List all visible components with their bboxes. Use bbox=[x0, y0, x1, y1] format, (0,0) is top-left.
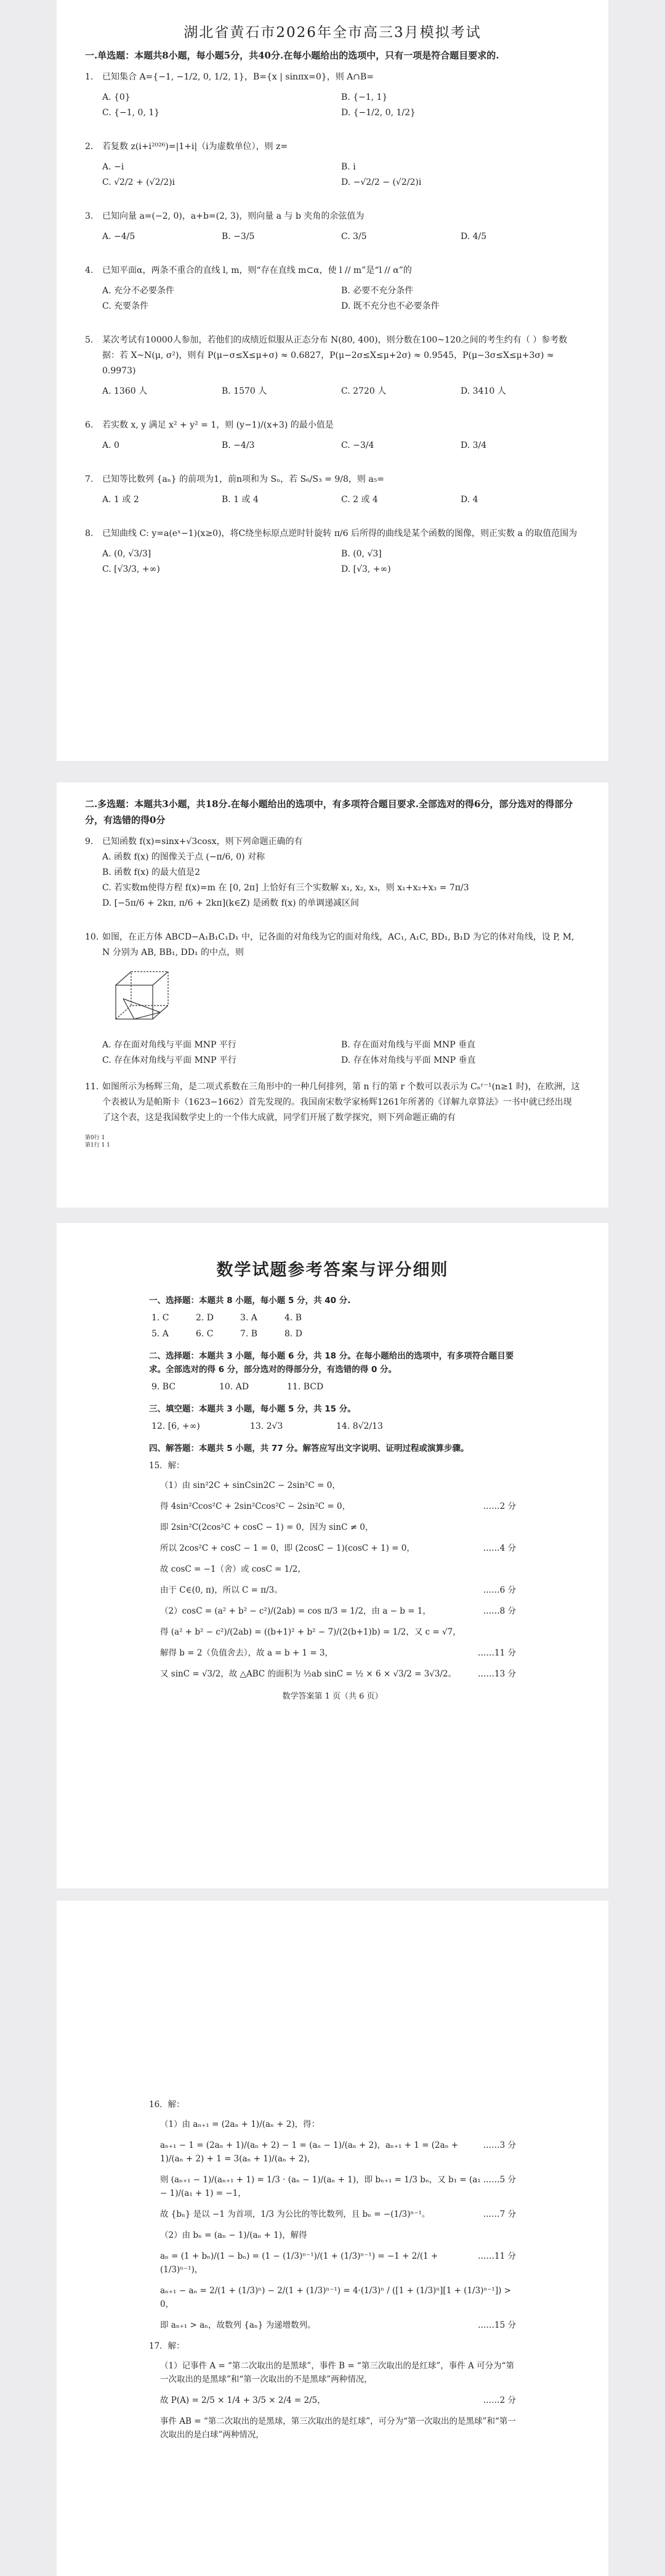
solution-step bbox=[149, 1667, 516, 1681]
question-number: 7. bbox=[85, 474, 94, 484]
question-stem: 已知向量 a=(−2, 0)，a+b=(2, 3)，则向量 a 与 b 夹角的余弦值为 bbox=[102, 211, 365, 221]
question-number: 6. bbox=[85, 420, 94, 430]
answers-title: 数学试题参考答案与评分细则 bbox=[216, 1261, 449, 1280]
option-b: B. −4/3 bbox=[222, 441, 255, 450]
option-a: A. {0} bbox=[102, 92, 131, 102]
option-c: C. 存在体对角线与平面 MNP 平行 bbox=[102, 1055, 237, 1065]
option-c: C. 2 或 4 bbox=[341, 495, 378, 505]
step-points: ……2 分 bbox=[483, 2395, 516, 2405]
answer-item: 1. C bbox=[151, 1313, 169, 1323]
answer-item: 7. B bbox=[240, 1329, 258, 1339]
question-number: 4. bbox=[85, 266, 94, 275]
step-text: 事件 AB = “第二次取出的是黑球，第三次取出的是红球”，可分为“第一次取出的是黑球”和“第一次取出的是白球”两种情况， bbox=[160, 2416, 516, 2440]
question-stem: 已知函数 f(x)=sinx+√3cosx，则下列命题正确的有 bbox=[102, 837, 303, 847]
answer-item: 6. C bbox=[196, 1329, 214, 1339]
step-text: （1）由 sin²2C + sinCsin2C − 2sin²C = 0， bbox=[160, 1481, 341, 1490]
option-a: A. 1360 人 bbox=[102, 386, 148, 396]
exam-page-2 bbox=[57, 782, 608, 1208]
step-text: 由于 C∈(0, π)，所以 C = π/3。 bbox=[160, 1585, 283, 1595]
option-c: C. 若实数m使得方程 f(x)=m 在 [0, 2π] 上恰好有三个实数解 x₁, x₂, x₃，则 x₁+x₂+x₃ = 7π/3 bbox=[102, 883, 469, 893]
option-d: D. 3/4 bbox=[461, 441, 487, 450]
option-a: A. −4/5 bbox=[102, 232, 135, 242]
step-points: ……2 分 bbox=[483, 1501, 516, 1511]
solution-step bbox=[149, 1583, 516, 1597]
step-points: ……5 分 bbox=[483, 2175, 516, 2185]
option-b: B. 函数 f(x) 的最大值是2 bbox=[102, 867, 200, 877]
step-points: ……4 分 bbox=[483, 1543, 516, 1553]
solution-step bbox=[149, 1646, 516, 1660]
option-a: A. −i bbox=[102, 162, 124, 172]
question-10 bbox=[85, 930, 580, 1068]
question-6 bbox=[85, 418, 580, 453]
step-text: 故 P(A) = 2/5 × 1/4 + 3/5 × 2/4 = 2/5， bbox=[160, 2395, 326, 2405]
option-d: D. 4/5 bbox=[461, 232, 487, 242]
step-text: 得 (a² + b² − c²)/(2ab) = ((b+1)² + b² − 7)/(2(b+1)b) = 1/2，又 c = √7， bbox=[160, 1627, 461, 1637]
step-text: （1）由 aₙ₊₁ = (2aₙ + 1)/(aₙ + 2)，得： bbox=[160, 2119, 320, 2129]
answers-s2-header: 二、选择题：本题共 3 小题，每小题 6 分，共 18 分。在每小题给出的选项中，有多项符合题目要求。全部选对的得 6 分，部分选对的得部分分，有选错的得 0 分。 bbox=[149, 1351, 514, 1375]
answer-item: 8. D bbox=[284, 1329, 303, 1339]
page-footer: 数学答案第 1 页（共 6 页） bbox=[282, 1692, 383, 1701]
solution-step bbox=[149, 2359, 516, 2386]
option-d: D. [√3, +∞) bbox=[341, 564, 391, 574]
step-points: ……7 分 bbox=[483, 2209, 516, 2219]
question-1 bbox=[85, 70, 580, 121]
solution-step bbox=[149, 1542, 516, 1555]
question-stem: 如图所示为杨辉三角，是二项式系数在三角形中的一种几何排列，第 n 行的第 r 个数可以表示为 Cₙʳ⁻¹(n≥1 时)，在欧洲，这个表被认为是帕斯卡（1623−1662）首先发现的。我国南宋数学家杨辉1261年所著的《详解九章算法》一书中就已经出现了这个表，这是我国数学史上的一个伟大成就，同学们开展了数学探究，则下列命题正确的有 bbox=[102, 1082, 580, 1123]
answer-item: 14. 8√2/13 bbox=[336, 1421, 383, 1431]
option-a: A. 0 bbox=[102, 441, 119, 450]
step-points: ……11 分 bbox=[478, 1648, 516, 1658]
answer-item: 12. [6, +∞) bbox=[151, 1421, 200, 1431]
cube-figure bbox=[110, 967, 177, 1022]
question-number: 3. bbox=[85, 211, 94, 221]
question-stem: 若复数 z(i+i²⁰²⁶)=|1+i|（i为虚数单位），则 z= bbox=[102, 142, 288, 152]
option-d: D. 既不充分也不必要条件 bbox=[341, 301, 440, 311]
step-text: 又 sinC = √3/2，故 △ABC 的面积为 ½ab sinC = ½ × 6 × √3/2 = 3√3/2。 bbox=[160, 1669, 457, 1679]
option-b: B. (0, √3] bbox=[341, 549, 382, 559]
option-b: B. 1570 人 bbox=[222, 386, 267, 396]
solution-step bbox=[149, 1521, 516, 1534]
solution-step bbox=[149, 2139, 516, 2166]
solution-step bbox=[149, 2118, 516, 2131]
step-text: 解得 b = 2（负值舍去），故 a = b + 1 = 3， bbox=[160, 1648, 334, 1658]
question-number: 2. bbox=[85, 142, 94, 152]
question-number: 11. bbox=[85, 1082, 99, 1092]
question-stem: 某次考试有10000人参加，若他们的成绩近似服从正态分布 N(80, 400)，则分数在100~120之间的考生约有（ ）参考数据：若 X~N(μ, σ²)，则有 P(μ−σ≤X≤μ+σ) ≈ 0.6827，P(μ−2σ≤X≤μ+2σ) ≈ 0.9545，P(μ−3σ≤X≤μ+3σ) ≈ 0.9973) bbox=[102, 335, 568, 376]
option-b: B. 存在面对角线与平面 MNP 垂直 bbox=[341, 1040, 476, 1050]
step-points: ……13 分 bbox=[478, 1669, 516, 1679]
step-text: 所以 2cos²C + cosC − 1 = 0，即 (2cosC − 1)(cosC + 1) = 0， bbox=[160, 1543, 415, 1553]
solution-step bbox=[149, 2208, 516, 2221]
q15-label: 15．解： bbox=[149, 1461, 185, 1471]
option-a: A. 充分不必要条件 bbox=[102, 286, 175, 296]
answer-item: 9. BC bbox=[151, 1382, 176, 1392]
question-3 bbox=[85, 209, 580, 245]
step-text: （2）由 bₙ = (aₙ − 1)/(aₙ + 1)，解得 bbox=[160, 2230, 307, 2240]
answers-s3-row bbox=[149, 1420, 516, 1433]
question-number: 9. bbox=[85, 837, 94, 847]
solution-step bbox=[149, 2318, 516, 2332]
option-c: C. {−1, 0, 1} bbox=[102, 108, 160, 118]
solution-step bbox=[149, 1625, 516, 1639]
question-9 bbox=[85, 834, 580, 911]
question-number: 10. bbox=[85, 932, 99, 942]
step-text: aₙ₊₁ − 1 = (2aₙ + 1)/(aₙ + 2) − 1 = (aₙ − 1)/(aₙ + 2)，aₙ₊₁ + 1 = (2aₙ + 1)/(aₙ + 2) + 1 = 3(aₙ + 1)/(aₙ + 2)， bbox=[160, 2140, 459, 2164]
solution-step bbox=[149, 1562, 516, 1576]
option-b: B. i bbox=[341, 162, 356, 172]
option-b: B. {−1, 1} bbox=[341, 92, 388, 102]
exam-title: 湖北省黄石市2026年全市高三3月模拟考试 bbox=[183, 25, 482, 41]
step-text: 即 2sin²C(2cos²C + cosC − 1) = 0，因为 sinC ≠ 0， bbox=[160, 1522, 374, 1532]
question-stem: 已知等比数列 {aₙ} 的前项为1，前n项和为 Sₙ，若 S₆/S₃ = 9/8，则 a₅= bbox=[102, 474, 385, 484]
question-5 bbox=[85, 333, 580, 399]
answers-s4-header: 四、解答题：本题共 5 小题，共 77 分。解答应写出文字说明、证明过程或演算步骤。 bbox=[149, 1444, 469, 1453]
option-a: A. (0, √3/3] bbox=[102, 549, 151, 559]
option-c: C. 2720 人 bbox=[341, 386, 387, 396]
question-number: 1. bbox=[85, 72, 94, 82]
q16-label: 16．解： bbox=[149, 2100, 185, 2110]
q15-solution bbox=[149, 1479, 516, 1681]
answer-item: 11. BCD bbox=[287, 1382, 324, 1392]
step-points: ……11 分 bbox=[478, 2251, 516, 2261]
solution-step bbox=[149, 2229, 516, 2242]
section2-header: 二.多选题：本题共3小题，共18分.在每小题给出的选项中，有多项符合题目要求.全部选对的得6分，部分选对的得部分分，有选错的得0分 bbox=[85, 798, 573, 826]
answers-s1-row2 bbox=[149, 1327, 516, 1341]
solution-step bbox=[149, 2173, 516, 2200]
option-c: C. 3/5 bbox=[341, 232, 367, 242]
solution-step bbox=[149, 2284, 516, 2311]
solution-step bbox=[149, 1500, 516, 1513]
answer-page-1 bbox=[57, 1223, 608, 1888]
question-number: 8. bbox=[85, 529, 94, 538]
option-c: C. 充要条件 bbox=[102, 301, 149, 311]
question-4 bbox=[85, 263, 580, 314]
question-stem: 若实数 x, y 满足 x² + y² = 1，则 (y−1)/(x+3) 的最小值是 bbox=[102, 420, 334, 430]
answer-page-2 bbox=[57, 1901, 608, 2576]
step-points: ……6 分 bbox=[483, 1585, 516, 1595]
answers-s1-row1 bbox=[149, 1311, 516, 1325]
option-c: C. [√3/3, +∞) bbox=[102, 564, 160, 574]
solution-step bbox=[149, 2249, 516, 2277]
q17-label: 17．解： bbox=[149, 2341, 185, 2351]
step-text: 故 {bₙ} 是以 −1 为首项，1/3 为公比的等比数列，且 bₙ = −(1/3)ⁿ⁻¹。 bbox=[160, 2209, 430, 2219]
option-b: B. 必要不充分条件 bbox=[341, 286, 414, 296]
q17-solution bbox=[149, 2359, 516, 2442]
question-number: 5. bbox=[85, 335, 94, 345]
answer-item: 3. A bbox=[240, 1313, 257, 1323]
option-d: D. {−1/2, 0, 1/2} bbox=[341, 108, 416, 118]
answer-item: 10. AD bbox=[219, 1382, 249, 1392]
exam-page-1 bbox=[57, 0, 608, 761]
step-text: 得 4sin²Ccos²C + 2sin²Ccos²C − 2sin²C = 0， bbox=[160, 1501, 351, 1511]
answer-item: 5. A bbox=[151, 1329, 169, 1339]
question-8 bbox=[85, 526, 580, 577]
single-choice-list bbox=[85, 70, 580, 577]
answers-s2-row bbox=[149, 1380, 516, 1394]
answers-s3-header: 三、填空题：本题共 3 小题，每小题 5 分，共 15 分。 bbox=[149, 1404, 356, 1414]
step-points: ……3 分 bbox=[483, 2140, 516, 2150]
question-stem: 已知平面α，两条不重合的直线 l, m，则“存在直线 m⊂α，使 l // m”是“l // α”的 bbox=[102, 266, 412, 275]
option-d: D. 4 bbox=[461, 495, 478, 505]
option-d: D. 3410 人 bbox=[461, 386, 506, 396]
step-text: 则 (aₙ₊₁ − 1)/(aₙ₊₁ + 1) = 1/3 · (aₙ − 1)/(aₙ + 1)，即 bₙ₊₁ = 1/3 bₙ，又 b₁ = (a₁ − 1)/(a₁ + 1) = −1， bbox=[160, 2175, 481, 2198]
option-c: C. √2/2 + (√2/2)i bbox=[102, 177, 175, 187]
step-text: 即 aₙ₊₁ > aₙ，故数列 {aₙ} 为递增数列。 bbox=[160, 2320, 316, 2330]
answer-item: 4. B bbox=[284, 1313, 302, 1323]
question-2 bbox=[85, 139, 580, 190]
question-stem: 已知曲线 C: y=a(eˣ−1)(x≥0)，将C绕坐标原点逆时针旋转 π/6 后所得的曲线是某个函数的图像，则正实数 a 的取值范围为 bbox=[102, 529, 578, 538]
solution-step bbox=[149, 1479, 516, 1492]
step-text: 故 cosC = −1（舍）或 cosC = 1/2， bbox=[160, 1564, 306, 1574]
option-a: A. 函数 f(x) 的图像关于点 (−π/6, 0) 对称 bbox=[102, 852, 265, 862]
option-a: A. 存在面对角线与平面 MNP 平行 bbox=[102, 1040, 236, 1050]
option-b: B. 1 或 4 bbox=[222, 495, 259, 505]
option-d: D. −√2/2 − (√2/2)i bbox=[341, 177, 422, 187]
question-11 bbox=[85, 1079, 580, 1149]
pascal-triangle bbox=[85, 1134, 580, 1149]
question-stem: 如图，在正方体 ABCD−A₁B₁C₁D₁ 中，记各面的对角线为它的面对角线，AC₁, A₁C, BD₁, B₁D 为它的体对角线，设 P, M, N 分别为 AB, BB₁, DD₁ 的中点，则 bbox=[102, 932, 574, 957]
solution-step bbox=[149, 2394, 516, 2407]
solution-step bbox=[149, 1604, 516, 1618]
answer-item: 13. 2√3 bbox=[250, 1421, 283, 1431]
question-stem: 已知集合 A={−1, −1/2, 0, 1/2, 1}，B={x | sinπx=0}，则 A∩B= bbox=[102, 72, 374, 82]
answer-item: 2. D bbox=[196, 1313, 214, 1323]
step-points: ……15 分 bbox=[478, 2320, 516, 2330]
step-text: （2）cosC = (a² + b² − c²)/(2ab) = cos π/3 = 1/2，由 a − b = 1， bbox=[160, 1606, 431, 1616]
section1-header: 一.单选题：本题共8小题，每小题5分，共40分.在每小题给出的选项中，只有一项是符合题目要求的. bbox=[85, 50, 499, 61]
step-text: aₙ₊₁ − aₙ = 2/(1 + (1/3)ⁿ) − 2/(1 + (1/3)ⁿ⁻¹) = 4·(1/3)ⁿ / ([1 + (1/3)ⁿ][1 + (1/3)ⁿ⁻¹]) > 0， bbox=[160, 2286, 511, 2309]
option-a: A. 1 或 2 bbox=[102, 495, 139, 505]
option-d: D. [−5π/6 + 2kπ, π/6 + 2kπ](k∈Z) 是函数 f(x) 的单调递减区间 bbox=[102, 898, 360, 908]
step-points: ……8 分 bbox=[483, 1606, 516, 1616]
pascal-row: 第1行 1 1 bbox=[85, 1142, 110, 1148]
answers-s1-header: 一、选择题：本题共 8 小题，每小题 5 分，共 40 分. bbox=[149, 1296, 351, 1306]
option-c: C. −3/4 bbox=[341, 441, 374, 450]
solution-step bbox=[149, 2415, 516, 2442]
question-7 bbox=[85, 472, 580, 508]
q16-solution bbox=[149, 2118, 516, 2332]
pascal-row: 第0行 1 bbox=[85, 1135, 105, 1141]
option-b: B. −3/5 bbox=[222, 232, 255, 242]
step-text: （1）记事件 A = “第二次取出的是黑球”，事件 B = “第三次取出的是红球”，事件 A 可分为“第一次取出的是黑球”和“第一次取出的不是黑球”两种情况， bbox=[160, 2361, 514, 2384]
step-text: aₙ = (1 + bₙ)/(1 − bₙ) = (1 − (1/3)ⁿ⁻¹)/(1 + (1/3)ⁿ⁻¹) = −1 + 2/(1 + (1/3)ⁿ⁻¹)， bbox=[160, 2251, 438, 2275]
option-d: D. 存在体对角线与平面 MNP 垂直 bbox=[341, 1055, 476, 1065]
